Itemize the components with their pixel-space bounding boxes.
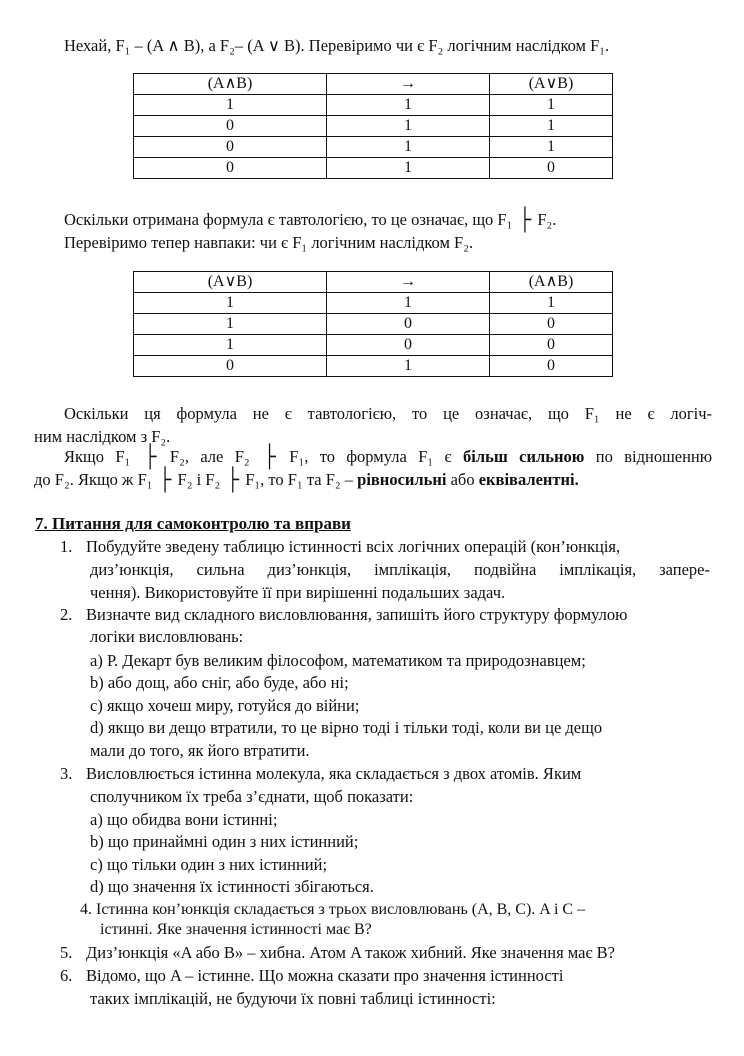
table-header-row: [134, 272, 613, 293]
question-2-line-1: [60, 605, 627, 625]
table-row: [134, 356, 613, 377]
table-cell: 1: [490, 116, 613, 137]
question-1-line-1: [60, 537, 620, 557]
table-header-cell: →: [327, 74, 490, 95]
text-fragment: Відомо, що A – істинне. Що можна сказати про значення істинності: [86, 966, 564, 985]
question-3-item-a: а) що обидва вони істинні;: [90, 810, 278, 829]
table-cell: 1: [490, 293, 613, 314]
question-number: 1.: [60, 537, 73, 556]
table-cell: 1: [327, 293, 490, 314]
table-row: [134, 314, 613, 335]
text-fragment: F₂ і F₂: [177, 470, 221, 489]
question-number: 6.: [60, 966, 73, 985]
section-heading: 7. Питання для самоконтролю та вправи: [35, 514, 351, 533]
table-cell: 1: [327, 95, 490, 116]
bold-term: рівносильні: [357, 470, 447, 489]
table-cell: 1: [134, 293, 327, 314]
text-fragment: F₂.: [537, 210, 557, 229]
table-row: [134, 137, 613, 158]
question-2-item-c: c) якщо хочеш миру, готуйся до війни;: [90, 696, 360, 715]
question-number: 5.: [60, 943, 73, 962]
paragraph-1-line-1: [64, 209, 556, 230]
table-cell: 1: [327, 116, 490, 137]
entailment-symbol: ├: [518, 207, 532, 231]
question-3-item-d: d) що значення їх істинності збігаються.: [90, 877, 374, 896]
question-1-line-3: чення). Використовуйте її при вирішенні подальших задач.: [90, 583, 506, 602]
text-fragment: до F₂. Якщо ж F₁: [34, 470, 153, 489]
question-3-item-c: c) що тільки один з них істинний;: [90, 855, 328, 874]
question-2-item-d-line-2: мали до того, як його втратити.: [90, 741, 310, 760]
table-header-cell: (A∨B): [134, 272, 327, 293]
question-6-line-1: [60, 966, 563, 986]
table-cell: 0: [134, 116, 327, 137]
table-cell: 1: [327, 356, 490, 377]
question-2-line-2: логіки висловлювань:: [90, 627, 244, 646]
table-header-row: [134, 74, 613, 95]
entailment-symbol: ├: [263, 444, 276, 468]
paragraph-1-line-2: Перевіримо тепер навпаки: чи є F₁ логічним наслідком F₂.: [64, 233, 474, 252]
text-fragment: Диз’юнкція «A або B» – хибна. Атом A також хибний. Яке значення має B?: [86, 943, 615, 962]
paragraph-3-line-2: [34, 469, 579, 490]
text-fragment: Якщо F₁: [64, 447, 131, 466]
entailment-symbol: ├: [158, 467, 172, 491]
question-number: 2.: [60, 605, 73, 624]
table-row: [134, 95, 613, 116]
question-5-line-1: [60, 943, 615, 963]
table-cell: 0: [134, 356, 327, 377]
paragraph-3-line-1: [64, 446, 712, 467]
entailment-symbol: ├: [226, 467, 240, 491]
text-fragment: або: [450, 470, 475, 489]
question-1-line-2: диз’юнкція, сильна диз’юнкція, імплікація, подвійна імплікація, запере-: [90, 560, 710, 579]
table-header-cell: (A∨B): [490, 74, 613, 95]
table-cell: 0: [490, 335, 613, 356]
question-6-line-2: таких імплікацій, не будуючи їх повні таблиці істинності:: [90, 989, 496, 1008]
text-fragment: F₁, то формула F₁ є: [289, 447, 452, 466]
question-3-item-b: b) що принаймні один з них істинний;: [90, 832, 359, 851]
truth-table-2: [133, 271, 613, 377]
paragraph-2-line-1: Оскільки ця формула не є тавтологією, то це означає, що F₁ не є логіч-: [64, 404, 712, 423]
text-fragment: Оскільки отримана формула є тавтологією, то це означає, що F₁: [64, 210, 513, 229]
table-cell: 0: [134, 158, 327, 179]
table-cell: 0: [490, 356, 613, 377]
text-fragment: F₁, то F₁ та F₂ –: [245, 470, 354, 489]
table-cell: 1: [490, 95, 613, 116]
table-header-cell: →: [327, 272, 490, 293]
intro-text: Нехай, F₁ – (A ∧ B), а F₂– (A ∨ B). Перевіримо чи є F₂ логічним наслідком F₁.: [64, 36, 610, 55]
table-cell: 0: [134, 137, 327, 158]
table-cell: 1: [134, 314, 327, 335]
table-cell: 0: [327, 314, 490, 335]
table-cell: 0: [490, 314, 613, 335]
question-4-line-2: істинні. Яке значення істинності має B?: [100, 921, 372, 938]
table-row: [134, 293, 613, 314]
table-cell: 0: [327, 335, 490, 356]
table-cell: 1: [134, 95, 327, 116]
table-cell: 1: [134, 335, 327, 356]
table-row: [134, 116, 613, 137]
table-row: [134, 335, 613, 356]
entailment-symbol: ├: [143, 444, 157, 468]
text-fragment: по відношенню: [595, 447, 713, 466]
table-row: [134, 158, 613, 179]
text-fragment: Побудуйте зведену таблицю істинності всіх логічних операцій (кон’юнкція,: [86, 537, 621, 556]
question-2-item-b: b) або дощ, або сніг, або буде, або ні;: [90, 673, 349, 692]
table-header-cell: (A∧B): [490, 272, 613, 293]
bold-term: еквівалентні.: [478, 470, 579, 489]
question-2-item-a: а) Р. Декарт був великим філософом, математиком та природознавцем;: [90, 651, 586, 670]
table-cell: 1: [327, 137, 490, 158]
question-4-line-1: 4. Істинна кон’юнкція складається з трьох висловлювань (A, B, C). A і C –: [80, 901, 586, 918]
bold-term: більш сильною: [463, 447, 585, 466]
text-fragment: Визначте вид складного висловлювання, запишіть його структуру формулою: [86, 605, 628, 624]
question-3-line-1: [60, 764, 581, 784]
table-cell: 0: [490, 158, 613, 179]
truth-table-1: [133, 73, 613, 179]
text-fragment: Висловлюється істинна молекула, яка складається з двох атомів. Яким: [86, 764, 582, 783]
question-3-line-2: сполучником їх треба з’єднати, щоб показати:: [90, 787, 414, 806]
question-number: 3.: [60, 764, 73, 783]
table-cell: 1: [327, 158, 490, 179]
table-header-cell: (A∧B): [134, 74, 327, 95]
question-2-item-d-line-1: d) якщо ви дещо втратили, то це вірно тоді і тільки тоді, коли ви це дещо: [90, 718, 603, 737]
paragraph-2-line-2: ним наслідком з F₂.: [34, 427, 171, 446]
text-fragment: F₂, але F₂: [169, 447, 250, 466]
table-cell: 1: [490, 137, 613, 158]
